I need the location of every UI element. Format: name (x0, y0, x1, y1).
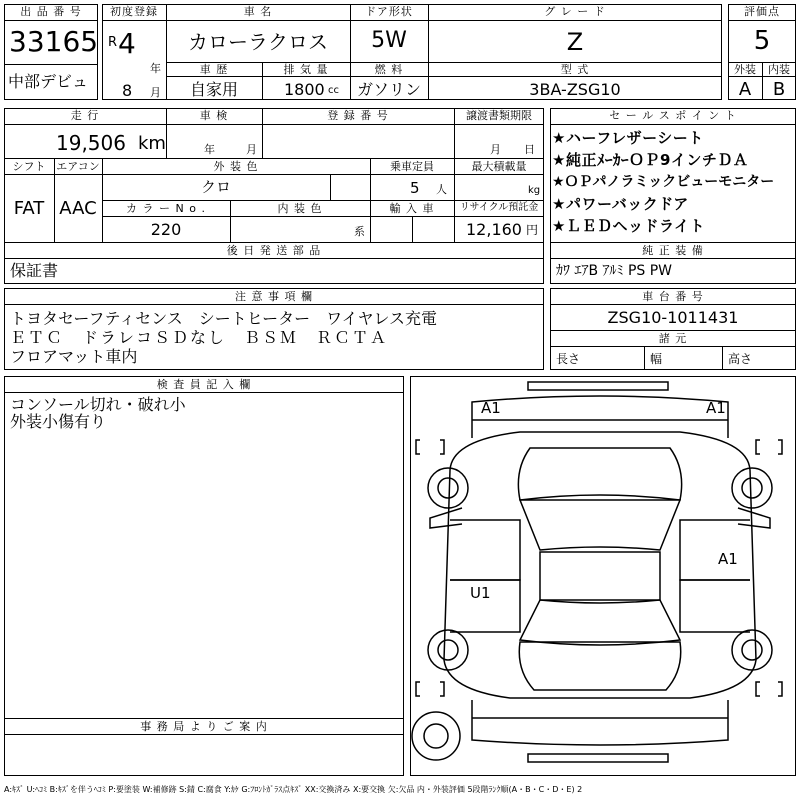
note-line-1: トヨタセーフティセンス シートヒーター ワイヤレス充電 (10, 309, 438, 328)
reg-year: 4 (118, 27, 136, 60)
damage-mark-right-door: A1 (718, 550, 738, 568)
debut-label: 中部デビュ (8, 72, 89, 91)
mileage-label: 走 行 (70, 109, 100, 122)
shift-label: シフト (12, 160, 46, 173)
recycle-unit: 円 (526, 223, 539, 237)
import-label: 輸 入 車 (389, 202, 435, 215)
notes-label: 注 意 事 項 欄 (235, 290, 313, 303)
equipment: ｶﾜ ｴｱB ｱﾙﾐ PS PW (556, 263, 673, 279)
height-label: 高さ (728, 352, 753, 366)
fuel-label: 燃 料 (374, 63, 404, 76)
note-line-3: フロアマット車内 (10, 347, 138, 366)
int-label: 内装 (768, 63, 790, 76)
insp-year-unit: 年 (204, 143, 215, 156)
interior-color-unit: 系 (354, 225, 365, 238)
displacement: 1800 (284, 80, 325, 99)
history: 自家用 (189, 80, 238, 99)
fuel: ガソリン (356, 80, 421, 99)
year-unit: 年 (150, 62, 161, 75)
ac-label: エアコン (56, 160, 100, 173)
damage-mark-left-door: U1 (470, 584, 491, 602)
inspector-label: 検 査 員 記 入 欄 (156, 378, 252, 391)
door-label: ドア形状 (365, 5, 413, 18)
damage-mark-front-right: A1 (706, 399, 726, 417)
first-reg-label: 初度登録 (110, 5, 158, 18)
lot-label: 出 品 番 号 (20, 5, 82, 18)
capacity-label: 乗車定員 (390, 160, 434, 173)
chassis-number: ZSG10-1011431 (607, 308, 739, 327)
recycle-label: リサイクル預託金 (459, 202, 539, 213)
cc-unit: cc (328, 85, 339, 96)
car-name: カローラクロス (188, 30, 328, 54)
cc-label: 排 気 量 (283, 63, 329, 76)
lot-number: 33165 (9, 25, 99, 58)
chassis-label: 車 台 番 号 (642, 290, 704, 303)
color-number-label: カ ラ ー N o . (126, 202, 206, 215)
inspection-label: 車 検 (199, 109, 229, 122)
later-parts: 保証書 (10, 261, 59, 280)
grade: Z (566, 28, 584, 56)
capacity-unit: 人 (436, 183, 447, 196)
color-number: 220 (150, 220, 182, 239)
load-label: 最大積載量 (471, 160, 527, 173)
spec-label: 諸 元 (658, 332, 688, 345)
legend: A:ｷｽﾞ U:ﾍｺﾐ B:ｷｽﾞを伴うﾍｺﾐ P:要塗装 W:補修跡 S:錆 C:腐食 Y:ｶｹ G:ﾌﾛﾝﾄｶﾞﾗｽ点ｷｽﾞ XX:交換済み X:要交換 欠:欠品 内・外装評価 5段階ﾗﾝｸ順(A・B・C・D・E) 2 (4, 785, 583, 794)
sales-point-1: ★ハーフレザーシート (552, 129, 704, 147)
model-label: 型 式 (560, 63, 590, 76)
inspector-line-1: コンソール切れ・破れ小 (10, 395, 186, 414)
transfer-month-unit: 月 (490, 143, 501, 156)
era: R (108, 35, 118, 50)
office-label: 事 務 局 よ り ご 案 内 (140, 720, 268, 733)
length-label: 長さ (556, 352, 581, 366)
history-label: 車 歴 (199, 63, 229, 76)
equipment-label: 純 正 装 備 (642, 244, 704, 257)
model-code: 3BA-ZSG10 (529, 80, 621, 99)
sales-points-label: セ ー ル ス ポ イ ン ト (609, 109, 737, 122)
ext-grade: A (738, 79, 752, 100)
transfer-label: 譲渡書類期限 (466, 109, 532, 122)
note-line-2: ＥＴＣ ドラレコＳＤなし ＢＳＭ ＲＣＴＡ (10, 328, 389, 347)
damage-mark-front-left: A1 (481, 399, 501, 417)
ext-label: 外装 (734, 63, 756, 76)
insp-month-unit: 月 (246, 143, 257, 156)
grade-label: グ レ ー ド (544, 5, 606, 18)
mileage-unit: km (138, 133, 166, 154)
width-label: 幅 (650, 352, 663, 366)
sales-point-3: ★ＯＰパノラミックビューモニター (552, 174, 775, 190)
inspector-line-2: 外装小傷有り (10, 412, 107, 431)
sales-point-5: ★ＬＥＤヘッドライト (552, 217, 705, 235)
transfer-day-unit: 日 (524, 143, 535, 156)
reg-number-label: 登 録 番 号 (327, 109, 389, 122)
exterior-color: クロ (200, 178, 231, 196)
mileage: 19,506 (56, 131, 126, 155)
door-type: 5W (371, 28, 407, 53)
score: 5 (753, 26, 771, 56)
sales-point-2: ★純正ﾒｰｶｰＯＰ9インチＤＡ (552, 151, 749, 169)
shift: FAT (13, 198, 45, 219)
month-unit: 月 (150, 86, 161, 99)
car-name-label: 車 名 (243, 5, 273, 18)
recycle-fee: 12,160 (466, 220, 522, 239)
later-parts-label: 後 日 発 送 部 品 (226, 244, 322, 257)
score-label: 評価点 (744, 5, 780, 18)
int-grade: B (772, 79, 786, 100)
air-conditioner: AAC (59, 198, 97, 219)
load-unit: kg (528, 185, 541, 196)
interior-color-label: 内 装 色 (277, 202, 323, 215)
reg-month: 8 (122, 81, 133, 100)
sales-point-4: ★パワーバックドア (552, 195, 689, 213)
capacity: 5 (410, 179, 420, 197)
color-label: 外 装 色 (213, 160, 259, 173)
